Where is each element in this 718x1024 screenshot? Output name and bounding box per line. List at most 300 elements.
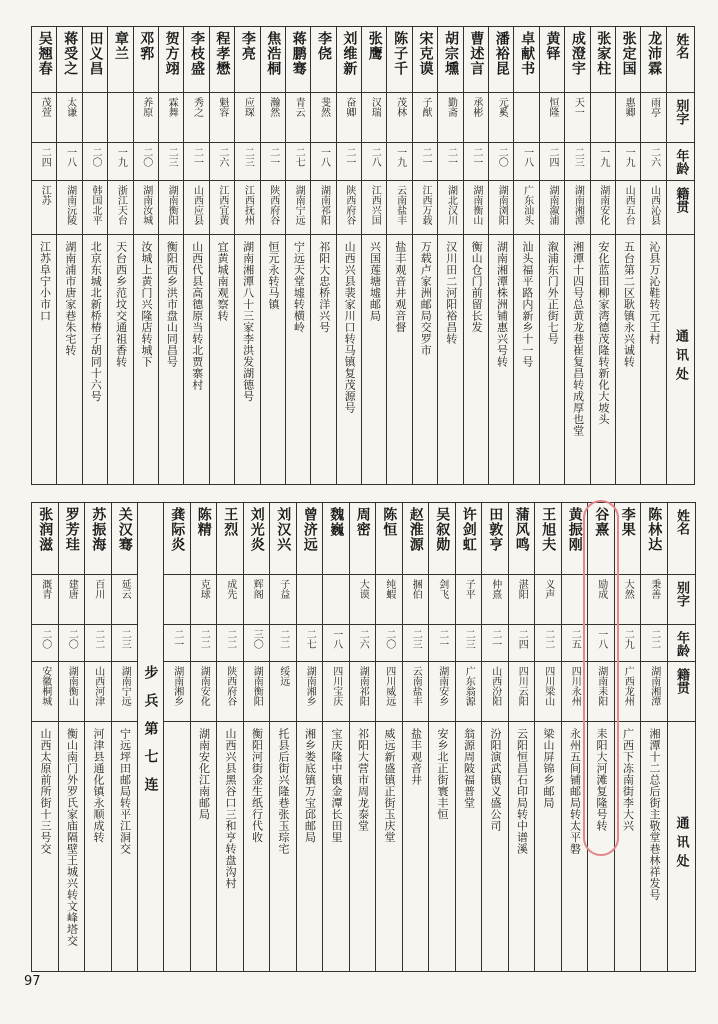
header-name-cell xyxy=(666,27,694,93)
person-address-cell xyxy=(412,235,437,485)
person-alias: 湛阳 xyxy=(516,579,528,599)
person-origin: 安徽桐城 xyxy=(39,666,51,706)
person-address: 山西太原前所街十三号交 xyxy=(39,728,52,855)
person-age: 二〇 xyxy=(140,147,152,167)
person-origin-cell xyxy=(217,662,244,722)
person-alias-cell xyxy=(311,93,336,143)
person-address-cell xyxy=(641,722,668,972)
header-address-cell xyxy=(667,722,695,972)
person-age-cell xyxy=(133,143,158,181)
person-age-cell xyxy=(489,143,514,181)
person-alias-cell xyxy=(336,93,361,143)
section-title: 步兵第七连 xyxy=(142,665,159,805)
person-age: 二六 xyxy=(216,147,228,167)
header-name: 姓名 xyxy=(674,509,689,535)
person-origin: 陕西府谷 xyxy=(224,666,236,706)
person-address: 山西兴县裴家川口转马镇复茂源号 xyxy=(343,241,357,414)
person-address: 永州五间铺邮局转太平磐 xyxy=(568,728,582,855)
person-name: 黄铎 xyxy=(544,31,561,61)
person-age-cell xyxy=(362,143,387,181)
person-alias-cell xyxy=(32,575,59,625)
person-age-cell xyxy=(412,143,437,181)
person-origin-cell xyxy=(482,662,509,722)
person-address: 耒阳大河滩复隆号转 xyxy=(595,728,608,832)
person-name-cell xyxy=(535,503,562,575)
person-age-cell xyxy=(85,625,112,662)
person-age: 二三 xyxy=(410,629,422,649)
person-name: 成澄宇 xyxy=(569,31,586,76)
person-origin: 江西抚州 xyxy=(242,185,254,225)
person-origin-cell xyxy=(285,181,310,235)
person-age: 二四 xyxy=(547,147,558,167)
person-origin-cell xyxy=(32,181,57,235)
person-alias: 义声 xyxy=(542,579,554,599)
person-address: 湘潭十四号总黄龙巷崔复昌转成厚也堂 xyxy=(571,241,585,437)
person-name-cell xyxy=(184,27,209,93)
person-alias-cell xyxy=(539,93,564,143)
person-name: 田义昌 xyxy=(87,31,104,76)
person-age-cell xyxy=(429,625,456,662)
person-origin-cell xyxy=(615,181,640,235)
person-name: 张定国 xyxy=(620,31,637,76)
person-address-cell xyxy=(260,235,285,485)
person-age-cell xyxy=(565,143,590,181)
person-age-cell xyxy=(455,625,482,662)
person-address: 宁远天堂墟转横岭 xyxy=(292,241,306,333)
person-alias-cell xyxy=(614,575,641,625)
person-origin: 浙江天台 xyxy=(115,185,127,225)
person-name-cell xyxy=(438,27,463,93)
person-name: 程孝懋 xyxy=(214,31,231,76)
person-address: 天台西乡范坟交通祖香转 xyxy=(114,241,128,368)
person-age-cell xyxy=(158,143,183,181)
person-age-cell xyxy=(270,625,297,662)
person-address: 山西代县高德原当转北贾寨村 xyxy=(190,241,204,391)
person-alias-cell xyxy=(108,93,133,143)
roster-table-bottom xyxy=(31,502,696,972)
person-origin: 湖南宁远 xyxy=(119,666,131,706)
person-address: 汉川田二河阳裕昌转 xyxy=(444,241,458,345)
person-age-cell xyxy=(590,143,615,181)
person-address: 湖南安化江南邮局 xyxy=(197,728,211,820)
person-alias: 克球 xyxy=(198,579,210,599)
person-name-cell xyxy=(260,27,285,93)
person-age: 二二 xyxy=(277,629,289,649)
person-name-cell xyxy=(482,503,509,575)
person-address-cell xyxy=(455,722,482,972)
person-alias-cell xyxy=(588,575,615,625)
person-name: 吴叙勋 xyxy=(434,507,451,552)
person-address-cell xyxy=(349,722,376,972)
person-address-cell xyxy=(58,722,85,972)
person-alias-cell xyxy=(235,93,260,143)
person-age: 一八 xyxy=(521,147,533,167)
person-address: 恒元永转马镇 xyxy=(266,241,280,310)
person-age: 一九 xyxy=(623,147,635,167)
header-alias: 别字 xyxy=(673,99,689,125)
person-alias-cell xyxy=(270,575,297,625)
person-name: 潘裕昆 xyxy=(493,31,510,76)
person-age: 二三 xyxy=(242,147,254,167)
person-alias: 溉青 xyxy=(39,579,51,599)
person-name-cell xyxy=(402,503,429,575)
person-address-cell xyxy=(235,235,260,485)
person-origin: 山西沁县 xyxy=(648,185,660,225)
header-address-cell xyxy=(666,235,694,485)
person-name: 李侥 xyxy=(315,31,332,61)
person-address-cell xyxy=(489,235,514,485)
person-alias-cell xyxy=(296,575,323,625)
person-origin: 四川梁山 xyxy=(542,666,554,706)
person-origin-cell xyxy=(539,181,564,235)
person-name: 黄振刚 xyxy=(566,507,583,552)
person-name: 李枝盛 xyxy=(189,31,206,76)
person-origin: 湖南溆浦 xyxy=(547,185,558,225)
person-name: 卓献书 xyxy=(519,31,536,76)
person-alias: 元奚 xyxy=(496,97,508,117)
person-name-cell xyxy=(311,27,336,93)
person-origin: 湖南祁阳 xyxy=(318,185,330,225)
person-origin: 湖南耒阳 xyxy=(595,666,607,706)
person-age: 二七 xyxy=(293,147,305,167)
person-name-cell xyxy=(489,27,514,93)
person-alias: 天一 xyxy=(572,97,584,117)
person-origin-cell xyxy=(184,181,209,235)
person-age-cell xyxy=(108,143,133,181)
person-name: 周密 xyxy=(354,507,371,537)
person-alias: 青云 xyxy=(293,97,305,117)
person-age-cell xyxy=(57,143,82,181)
person-name: 蒲风鸣 xyxy=(513,507,530,552)
person-origin: 山西河津 xyxy=(92,666,104,706)
person-alias-cell xyxy=(362,93,387,143)
person-age-cell xyxy=(336,143,361,181)
person-age: 二一 xyxy=(445,147,457,167)
person-alias-cell xyxy=(209,93,234,143)
person-age-cell xyxy=(535,625,562,662)
person-origin: 云南盐丰 xyxy=(410,666,422,706)
person-origin-cell xyxy=(590,181,615,235)
person-name: 贺方翊 xyxy=(163,31,180,76)
person-origin-cell xyxy=(336,181,361,235)
person-name: 谷熹 xyxy=(593,507,610,537)
person-origin: 广西龙州 xyxy=(622,666,634,706)
person-origin-cell xyxy=(32,662,59,722)
person-address-cell xyxy=(539,235,564,485)
person-age-cell xyxy=(539,143,564,181)
person-origin: 江西兴国 xyxy=(369,185,381,225)
person-address-cell xyxy=(243,722,270,972)
person-name-cell xyxy=(508,503,535,575)
person-name-cell xyxy=(514,27,539,93)
person-address-cell xyxy=(311,235,336,485)
section-title-cell xyxy=(138,503,164,972)
person-origin-cell xyxy=(565,181,590,235)
person-alias-cell xyxy=(508,575,535,625)
person-name-cell xyxy=(111,503,138,575)
person-age-cell xyxy=(387,143,412,181)
person-name-cell xyxy=(641,27,666,93)
person-origin: 湖南祁阳 xyxy=(357,666,369,706)
person-age: 二二 xyxy=(542,629,554,649)
person-origin: 湖南安乡 xyxy=(436,666,448,706)
person-alias-cell xyxy=(438,93,463,143)
person-name: 许剑虹 xyxy=(460,507,477,552)
person-address-cell xyxy=(565,235,590,485)
person-address-cell xyxy=(362,235,387,485)
person-alias-cell xyxy=(58,575,85,625)
person-address: 云阳恒昌石印局转中谱溪 xyxy=(515,728,529,855)
header-age-cell xyxy=(667,625,695,662)
person-origin: 湖南衡山 xyxy=(66,666,78,706)
header-address: 通讯处 xyxy=(672,329,688,386)
person-address-cell xyxy=(514,235,539,485)
person-age: 一八 xyxy=(64,147,76,167)
person-alias: 养原 xyxy=(140,97,152,117)
person-origin-cell xyxy=(349,662,376,722)
person-origin: 江西宜黄 xyxy=(216,185,228,225)
person-age-cell xyxy=(561,625,588,662)
person-address: 盐丰观音井 xyxy=(409,728,423,786)
person-name: 龙沛霖 xyxy=(646,31,663,76)
person-address-cell xyxy=(323,722,350,972)
header-origin: 籍贯 xyxy=(674,668,689,694)
person-age: 二五 xyxy=(569,629,581,649)
header-age-cell xyxy=(666,143,694,181)
person-age: 二三 xyxy=(463,629,475,649)
person-address: 宜黄城南观察转 xyxy=(216,241,230,322)
person-name: 魏巍 xyxy=(328,507,345,537)
person-origin: 湖南衡阳 xyxy=(166,185,178,225)
person-origin-cell xyxy=(243,662,270,722)
person-name-cell xyxy=(588,503,615,575)
person-age: 一九 xyxy=(597,147,609,167)
header-age: 年龄 xyxy=(673,149,689,175)
person-alias: 百川 xyxy=(92,579,104,599)
person-name-cell xyxy=(561,503,588,575)
person-address: 汕头福平路内新乡十一号 xyxy=(520,241,534,368)
person-age-cell xyxy=(438,143,463,181)
person-age-cell xyxy=(615,143,640,181)
person-age: 二一 xyxy=(171,629,183,649)
person-name-cell xyxy=(82,27,107,93)
person-name: 苏振海 xyxy=(90,507,107,552)
person-name-cell xyxy=(590,27,615,93)
person-address-cell xyxy=(535,722,562,972)
person-alias: 子益 xyxy=(277,579,289,599)
person-address: 万载卢家洲邮局交罗市 xyxy=(419,241,433,356)
person-alias: 茂萱 xyxy=(39,97,51,117)
person-name: 田敦亨 xyxy=(487,507,504,552)
person-origin-cell xyxy=(108,181,133,235)
person-name: 邓郛 xyxy=(138,31,155,61)
person-age: 一八 xyxy=(330,629,342,649)
page-number: 97 xyxy=(24,974,41,989)
person-name-cell xyxy=(429,503,456,575)
person-age-cell xyxy=(402,625,429,662)
person-age-cell xyxy=(82,143,107,181)
person-name-cell xyxy=(412,27,437,93)
header-alias-cell xyxy=(666,93,694,143)
person-address: 广西下冻南街李大兴 xyxy=(621,728,635,832)
person-alias-cell xyxy=(285,93,310,143)
person-name-cell xyxy=(376,503,403,575)
person-age-cell xyxy=(311,143,336,181)
person-age-cell xyxy=(614,625,641,662)
person-name-cell xyxy=(85,503,112,575)
person-name-cell xyxy=(455,503,482,575)
person-address: 汾阳演武镇义盛公司 xyxy=(489,728,502,832)
person-address-cell xyxy=(615,235,640,485)
person-origin: 湖北汉川 xyxy=(445,185,457,225)
person-origin: 山西应县 xyxy=(191,185,203,225)
person-name-cell xyxy=(32,27,57,93)
person-address-cell xyxy=(108,235,133,485)
person-address: 盐丰观音井观音督 xyxy=(393,241,407,333)
person-name: 吴翘春 xyxy=(36,31,53,76)
person-alias-cell xyxy=(402,575,429,625)
person-origin-cell xyxy=(235,181,260,235)
person-name: 陈精 xyxy=(195,507,212,537)
person-alias-cell xyxy=(535,575,562,625)
person-age-cell xyxy=(209,143,234,181)
person-alias: 子平 xyxy=(463,579,475,599)
header-origin-cell xyxy=(667,662,695,722)
person-name-cell xyxy=(539,27,564,93)
person-origin: 湖南湘乡 xyxy=(171,666,183,706)
person-origin: 江苏 xyxy=(39,185,51,205)
person-origin-cell xyxy=(588,662,615,722)
person-address-cell xyxy=(463,235,488,485)
person-age: 二一 xyxy=(191,147,203,167)
person-alias-cell xyxy=(184,93,209,143)
person-address-cell xyxy=(32,235,57,485)
person-name: 张润滋 xyxy=(37,507,54,552)
person-address: 江苏阜宁小市口 xyxy=(38,241,52,322)
person-age-cell xyxy=(349,625,376,662)
person-origin: 韩国北平 xyxy=(89,185,101,225)
person-alias: 秉善 xyxy=(648,579,660,599)
person-origin-cell xyxy=(58,662,85,722)
person-alias: 子猷 xyxy=(420,97,432,117)
person-origin-cell xyxy=(535,662,562,722)
person-age: 一九 xyxy=(115,147,127,167)
person-address: 五台第二区耿镇永兴诚转 xyxy=(622,241,636,368)
person-origin-cell xyxy=(455,662,482,722)
person-address: 湘潭十二总后街主敬堂巷林祥发号 xyxy=(648,728,661,901)
person-address-cell xyxy=(590,235,615,485)
person-age: 二二 xyxy=(648,629,660,649)
person-address-cell xyxy=(82,235,107,485)
person-origin: 湖南安化 xyxy=(198,666,210,706)
person-origin: 四川云阳 xyxy=(516,666,528,706)
person-address: 衡山仓门前留长发 xyxy=(470,241,484,333)
person-age: 二二 xyxy=(198,629,210,649)
person-address-cell xyxy=(57,235,82,485)
person-alias: 秀之 xyxy=(191,97,203,117)
person-origin-cell xyxy=(270,662,297,722)
person-origin: 陕西府谷 xyxy=(267,185,279,225)
person-name: 焦浩桐 xyxy=(265,31,282,76)
person-address: 梁山屏锦乡邮局 xyxy=(542,728,555,809)
header-origin-cell xyxy=(666,181,694,235)
person-address: 衡阳河街金生纸行代收 xyxy=(250,728,264,843)
person-name: 龚际炎 xyxy=(169,507,186,552)
person-alias-cell xyxy=(158,93,183,143)
person-alias: 惠卿 xyxy=(623,97,635,117)
person-age-cell xyxy=(164,625,191,662)
person-name-cell xyxy=(296,503,323,575)
person-origin-cell xyxy=(158,181,183,235)
person-alias: 恒隆 xyxy=(547,97,558,117)
person-age: 二一 xyxy=(436,629,448,649)
person-name-cell xyxy=(164,503,191,575)
person-age: 二四 xyxy=(516,629,528,649)
person-alias: 汉瑞 xyxy=(369,97,381,117)
person-address-cell xyxy=(402,722,429,972)
person-address: 衡阳西乡洪市盘山同昌号 xyxy=(165,241,179,368)
person-origin: 广东汕头 xyxy=(521,185,533,225)
person-name: 宋克谟 xyxy=(417,31,434,76)
person-address: 衡山南门外罗氏家庙隔壁王城兴转文峰塔交 xyxy=(65,728,79,947)
person-alias-cell xyxy=(514,93,539,143)
person-address: 汝城上黄门兴隆店转城下 xyxy=(140,241,153,368)
person-alias-cell xyxy=(615,93,640,143)
person-address-cell xyxy=(111,722,138,972)
person-alias-cell xyxy=(482,575,509,625)
person-age: 一八 xyxy=(318,147,330,167)
person-name: 章兰 xyxy=(112,31,129,61)
person-name: 刘光炎 xyxy=(248,507,265,552)
person-address: 祁阳大营市周龙泰堂 xyxy=(356,728,370,832)
person-name: 王烈 xyxy=(222,507,239,537)
person-name-cell xyxy=(463,27,488,93)
person-age-cell xyxy=(323,625,350,662)
person-address-cell xyxy=(217,722,244,972)
person-alias-cell xyxy=(641,93,666,143)
person-name-cell xyxy=(209,27,234,93)
person-origin: 湖南湘潭 xyxy=(648,666,660,706)
person-alias-cell xyxy=(243,575,270,625)
person-origin: 湖南沅陵 xyxy=(64,185,76,225)
person-origin-cell xyxy=(463,181,488,235)
person-name: 关汉骞 xyxy=(116,507,133,552)
person-alias-cell xyxy=(164,575,191,625)
person-origin-cell xyxy=(412,181,437,235)
person-name: 张家柱 xyxy=(595,31,612,76)
person-origin-cell xyxy=(209,181,234,235)
person-alias-cell xyxy=(565,93,590,143)
person-address-cell xyxy=(158,235,183,485)
person-address: 兴国莲塘墟邮局 xyxy=(368,241,382,322)
person-origin: 江西万载 xyxy=(420,185,432,225)
person-address-cell xyxy=(184,235,209,485)
person-origin: 湖南湘潭 xyxy=(572,185,584,225)
person-alias-cell xyxy=(376,575,403,625)
person-age-cell xyxy=(58,625,85,662)
person-age-cell xyxy=(184,143,209,181)
person-address: 安乡北正街寰丰恒 xyxy=(436,728,449,820)
person-origin-cell xyxy=(296,662,323,722)
person-name: 蒋受之 xyxy=(62,31,79,76)
person-address: 山西兴县黑谷口三和亨转盘沟村 xyxy=(224,728,237,889)
person-address-cell xyxy=(482,722,509,972)
person-origin: 湖南湘乡 xyxy=(304,666,316,706)
person-alias-cell xyxy=(82,93,107,143)
person-alias: 魁容 xyxy=(216,97,228,117)
person-alias-cell xyxy=(260,93,285,143)
person-origin-cell xyxy=(402,662,429,722)
